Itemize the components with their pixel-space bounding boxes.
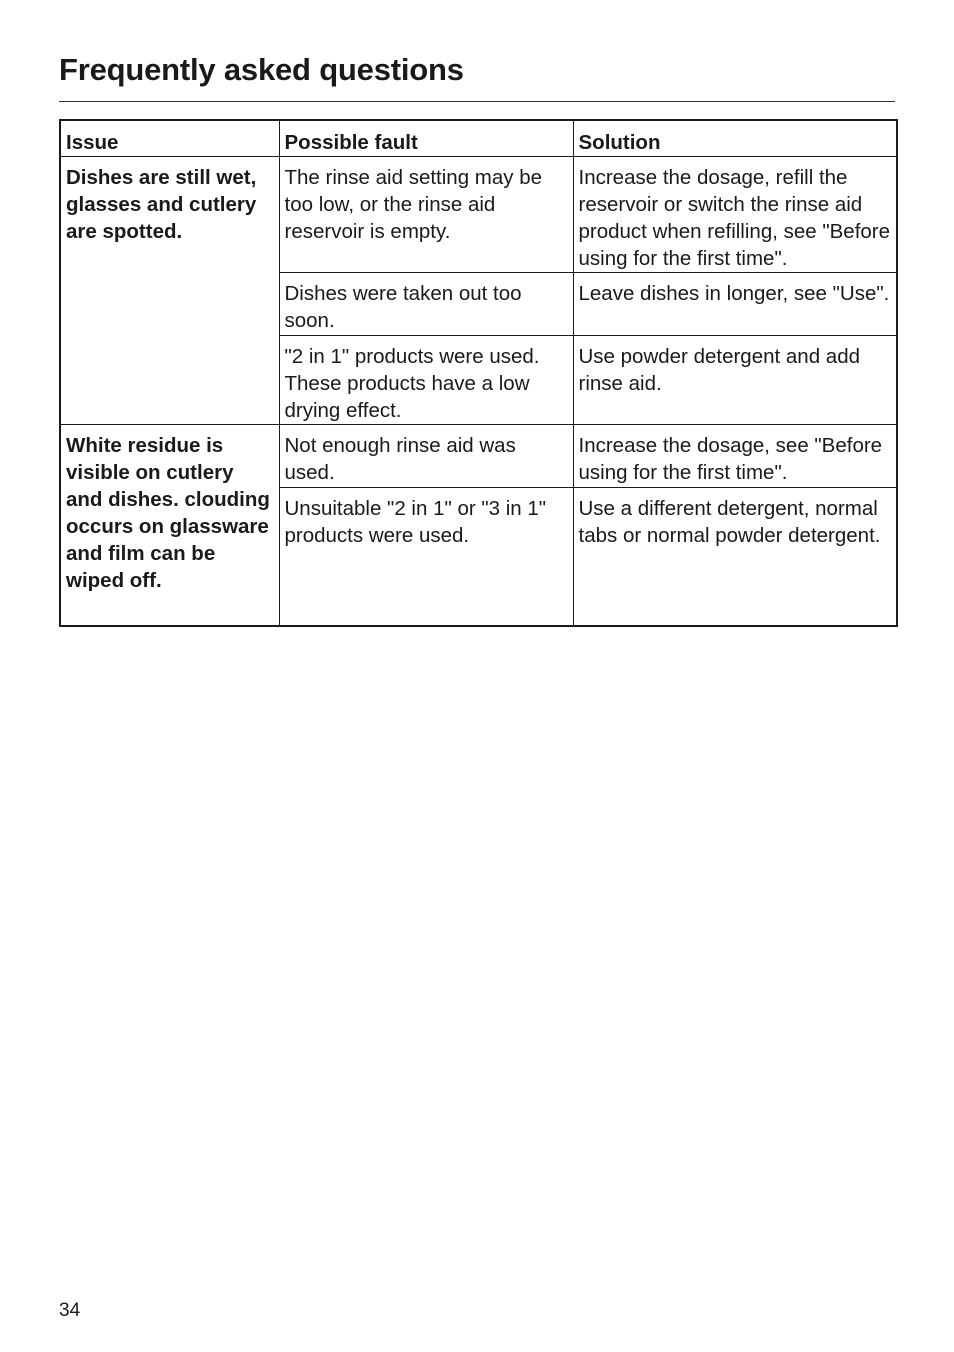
solution-cell: Use powder detergent and add rinse aid.: [573, 336, 897, 425]
fault-cell: "2 in 1" products were used. These products have a low drying effect.: [279, 336, 573, 425]
solution-cell: Increase the dosage, see "Before using for the first time".: [573, 425, 897, 488]
page-number: 34: [59, 1300, 81, 1321]
solution-cell: Use a different detergent, normal tabs or normal powder detergent.: [573, 488, 897, 627]
table-row: [60, 157, 897, 273]
column-header-issue: Issue: [60, 120, 279, 157]
fault-cell: Not enough rinse aid was used.: [279, 425, 573, 488]
issue-cell: Dishes are still wet, glasses and cutlery are spotted.: [60, 157, 279, 425]
fault-cell: The rinse aid setting may be too low, or the rinse aid reservoir is empty.: [279, 157, 573, 273]
column-header-solution: Solution: [573, 120, 897, 157]
issue-cell: White residue is visible on cutlery and dishes. clouding occurs on glassware and film can be wiped off.: [60, 425, 279, 627]
fault-cell: Dishes were taken out too soon.: [279, 273, 573, 336]
solution-cell: Increase the dosage, refill the reservoir or switch the rinse aid product when refilling, see "Before using for the first time".: [573, 157, 897, 273]
title-divider: [59, 101, 895, 102]
table-header-row: [60, 120, 897, 157]
solution-cell: Leave dishes in longer, see "Use".: [573, 273, 897, 336]
column-header-fault: Possible fault: [279, 120, 573, 157]
fault-cell: Unsuitable "2 in 1" or "3 in 1" products were used.: [279, 488, 573, 627]
table-row: [60, 425, 897, 488]
faq-table: [59, 119, 898, 627]
page-title: Frequently asked questions: [59, 52, 464, 87]
